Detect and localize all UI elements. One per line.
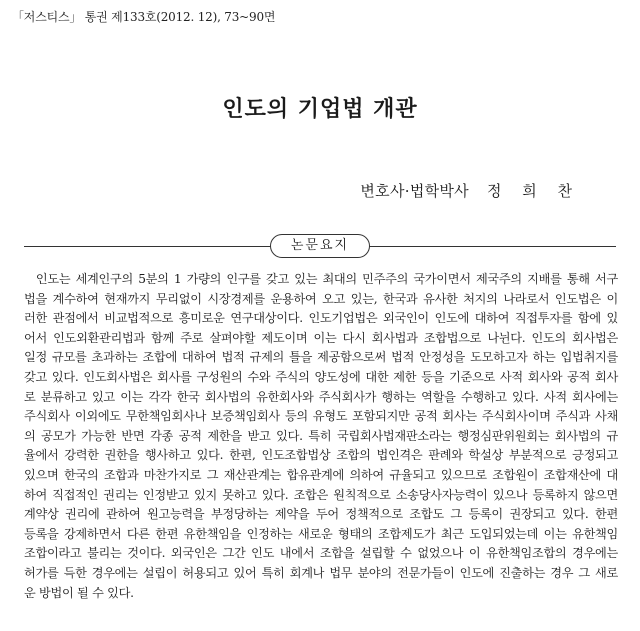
abstract-line: 계약상 권리에 관하여 원고능력을 부정당하는 제약을 두어 정책적으로 조합도 그 등록이 권장되고 있다. 한편 <box>24 507 618 522</box>
abstract-line: 일정 규모를 초과하는 조합에 대하여 법적 규제의 틀을 제공함으로써 법적 안정성을 도모하고자 하는 입법취지를 <box>24 350 618 365</box>
abstract-line: 율에서 강력한 권한을 행사하고 있다. 한편, 인도조합법상 조합의 법인격은 판례와 학설상 부분적으로 긍정되고 <box>24 448 618 463</box>
abstract-line: 하여 직접적인 권리는 인정받고 있지 못하고 있다. 조합은 원칙적으로 소송당사자능력이 있으나 등록하지 않으면 <box>24 487 618 502</box>
abstract-line: 러한 관점에서 비교법적으로 흥미로운 연구대상이다. 인도기업법은 외국인이 인도에 대하여 직접투자를 함에 있 <box>24 311 618 326</box>
paper-title: 인도의 기업법 개관 <box>222 97 418 122</box>
abstract-line: 갖고 있다. 인도회사법은 회사를 구성원의 수와 주식의 양도성에 대한 제한 등을 기준으로 사적 회사와 공적 회사 <box>24 369 618 384</box>
abstract-line: 있으며 한국의 조합과 마찬가지로 그 재산관계는 합유관계에 의하여 규율되고 있으므로 조합원이 조합재산에 대 <box>24 467 618 482</box>
abstract-line: 법을 계수하여 현재까지 무리없이 시장경제를 운용하여 오고 있는, 한국과 유사한 처지의 나라로서 인도법은 이 <box>24 291 618 306</box>
abstract-line: 등록을 강제하면서 다른 한편 유한책임을 인정하는 새로운 형태의 조합제도가 최근 도입되었는데 이는 유한책임 <box>24 526 618 541</box>
abstract-heading: 논문요지 <box>270 234 370 258</box>
author-name: 정 희 찬 <box>486 182 580 200</box>
abstract-line: 어서 인도외환관리법과 함께 주로 살펴야할 제도이며 이는 다시 회사법과 조합법으로 나뉜다. 인도의 회사법은 <box>24 330 618 345</box>
abstract-line: 조합이라고 불리는 것이다. 외국인은 그간 인도 내에서 조합을 설립할 수 없었으나 이 유한책임조합의 경우에는 <box>24 546 618 561</box>
author-line <box>360 180 580 201</box>
abstract-line: 주식회사 이외에도 무한책임회사나 보증책임회사 등의 유형도 포함되지만 공적 회사는 주식회사이며 주식과 사채 <box>24 409 618 424</box>
abstract-line: 로 분류하고 있고 이는 각각 한국 회사법의 유한회사와 주식회사가 행하는 역할을 수행하고 있다. 사적 회사에는 <box>24 389 618 404</box>
abstract-line: 인도는 세계인구의 5분의 1 가량의 인구를 갖고 있는 최대의 민주주의 국가이면서 제국주의 지배를 통해 서구 <box>24 272 618 286</box>
abstract-line: 허가를 득한 경우에는 설립이 허용되고 있어 특히 회계나 법무 분야의 전문가들이 인도에 진출하는 경우 그 새로 <box>24 565 618 580</box>
abstract-line: 의 공모가 가능한 반면 각종 공적 제한을 받고 있다. 특히 국립회사법재판소라는 행정심판위원회는 회사법의 규 <box>24 428 618 443</box>
author-affiliation: 변호사·법학박사 <box>360 182 469 200</box>
abstract-heading-bar <box>0 232 640 262</box>
abstract-body <box>24 270 618 603</box>
journal-header: 「저스티스」 통권 제133호(2012. 12), 73~90면 <box>12 10 276 24</box>
abstract-line: 운 방법이 될 수 있다. <box>24 585 134 600</box>
